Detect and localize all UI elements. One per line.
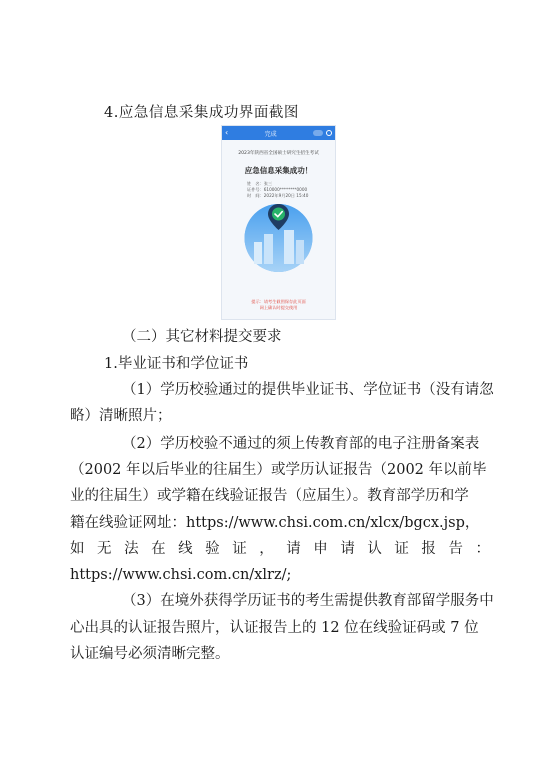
info-block [247,181,335,199]
w12: 证 [394,541,409,557]
item1-line1: （1）学历校验通过的提供毕业证书、学位证书（没有请忽 [122,382,494,398]
tip-line-2: 网上确认时提交使用 [259,305,298,310]
w14: 告 [448,541,463,557]
name-row: 姓 名：张三 [247,181,273,186]
w7: ， [259,541,274,557]
w15: ： [475,541,490,557]
time-row: 时 间：2022年9月20日 15:40 [247,193,309,198]
item2-line6-url: https://www.chsi.com.cn/xlrz/; [70,567,292,583]
w8: 请 [286,541,301,557]
item3-line2: 心出具的认证报告照片，认证报告上的 12 位在线验证码或 7 位 [70,620,479,636]
item2-line4-url: 籍在线验证网址：https://www.chsi.com.cn/xlcx/bgcx.jsp， [70,515,480,531]
close-circle-icon [326,130,332,136]
w11: 认 [367,541,382,557]
capsule-menu [313,130,332,136]
w1: 无 [97,541,112,557]
phone-bar-title: 完成 [264,130,277,138]
tip-line-1: 提示：请考生截图保存此页面 [251,299,306,304]
success-message: 应急信息采集成功！ [244,166,313,175]
w5: 验 [205,541,220,557]
item2-line5-justified [70,537,490,561]
sub-title-certificates: 1.毕业证书和学位证书 [104,356,249,372]
w3: 在 [151,541,166,557]
phone-screenshot [221,125,336,320]
w13: 报 [421,541,436,557]
phone-title-bar [222,126,335,140]
w10: 请 [340,541,355,557]
item3-line3: 认证编号必须清晰完整。 [70,646,230,662]
section-title: （二）其它材料提交要求 [122,329,282,345]
item2-line1: （2）学历校验不通过的须上传教育部的电子注册备案表 [122,436,480,452]
w2: 法 [124,541,139,557]
tip-text [222,299,335,311]
item3-line1: （3）在境外获得学历证书的考生需提供教育部留学服务中 [122,593,494,609]
item2-line2: （2002 年以后毕业的往届生）或学历认证报告（2002 年以前毕 [70,462,487,478]
w4: 线 [178,541,193,557]
item1-line2: 略）清晰照片； [70,408,172,424]
more-dots-icon [313,130,323,136]
w0: 如 [70,541,85,557]
section-heading-screenshot: 4.应急信息采集成功界面截图 [104,105,299,121]
w6: 证 [232,541,247,557]
back-arrow-icon: ‹ [225,128,229,137]
id-row: 证件号：610000********0000 [247,187,308,192]
w9: 申 [313,541,328,557]
item2-line3: 业的往届生）或学籍在线验证报告（应届生）。教育部学历和学 [70,488,469,504]
exam-title: 2023年陕西省全国硕士研究生招生考试 [238,151,319,156]
success-illustration-icon [240,198,317,275]
